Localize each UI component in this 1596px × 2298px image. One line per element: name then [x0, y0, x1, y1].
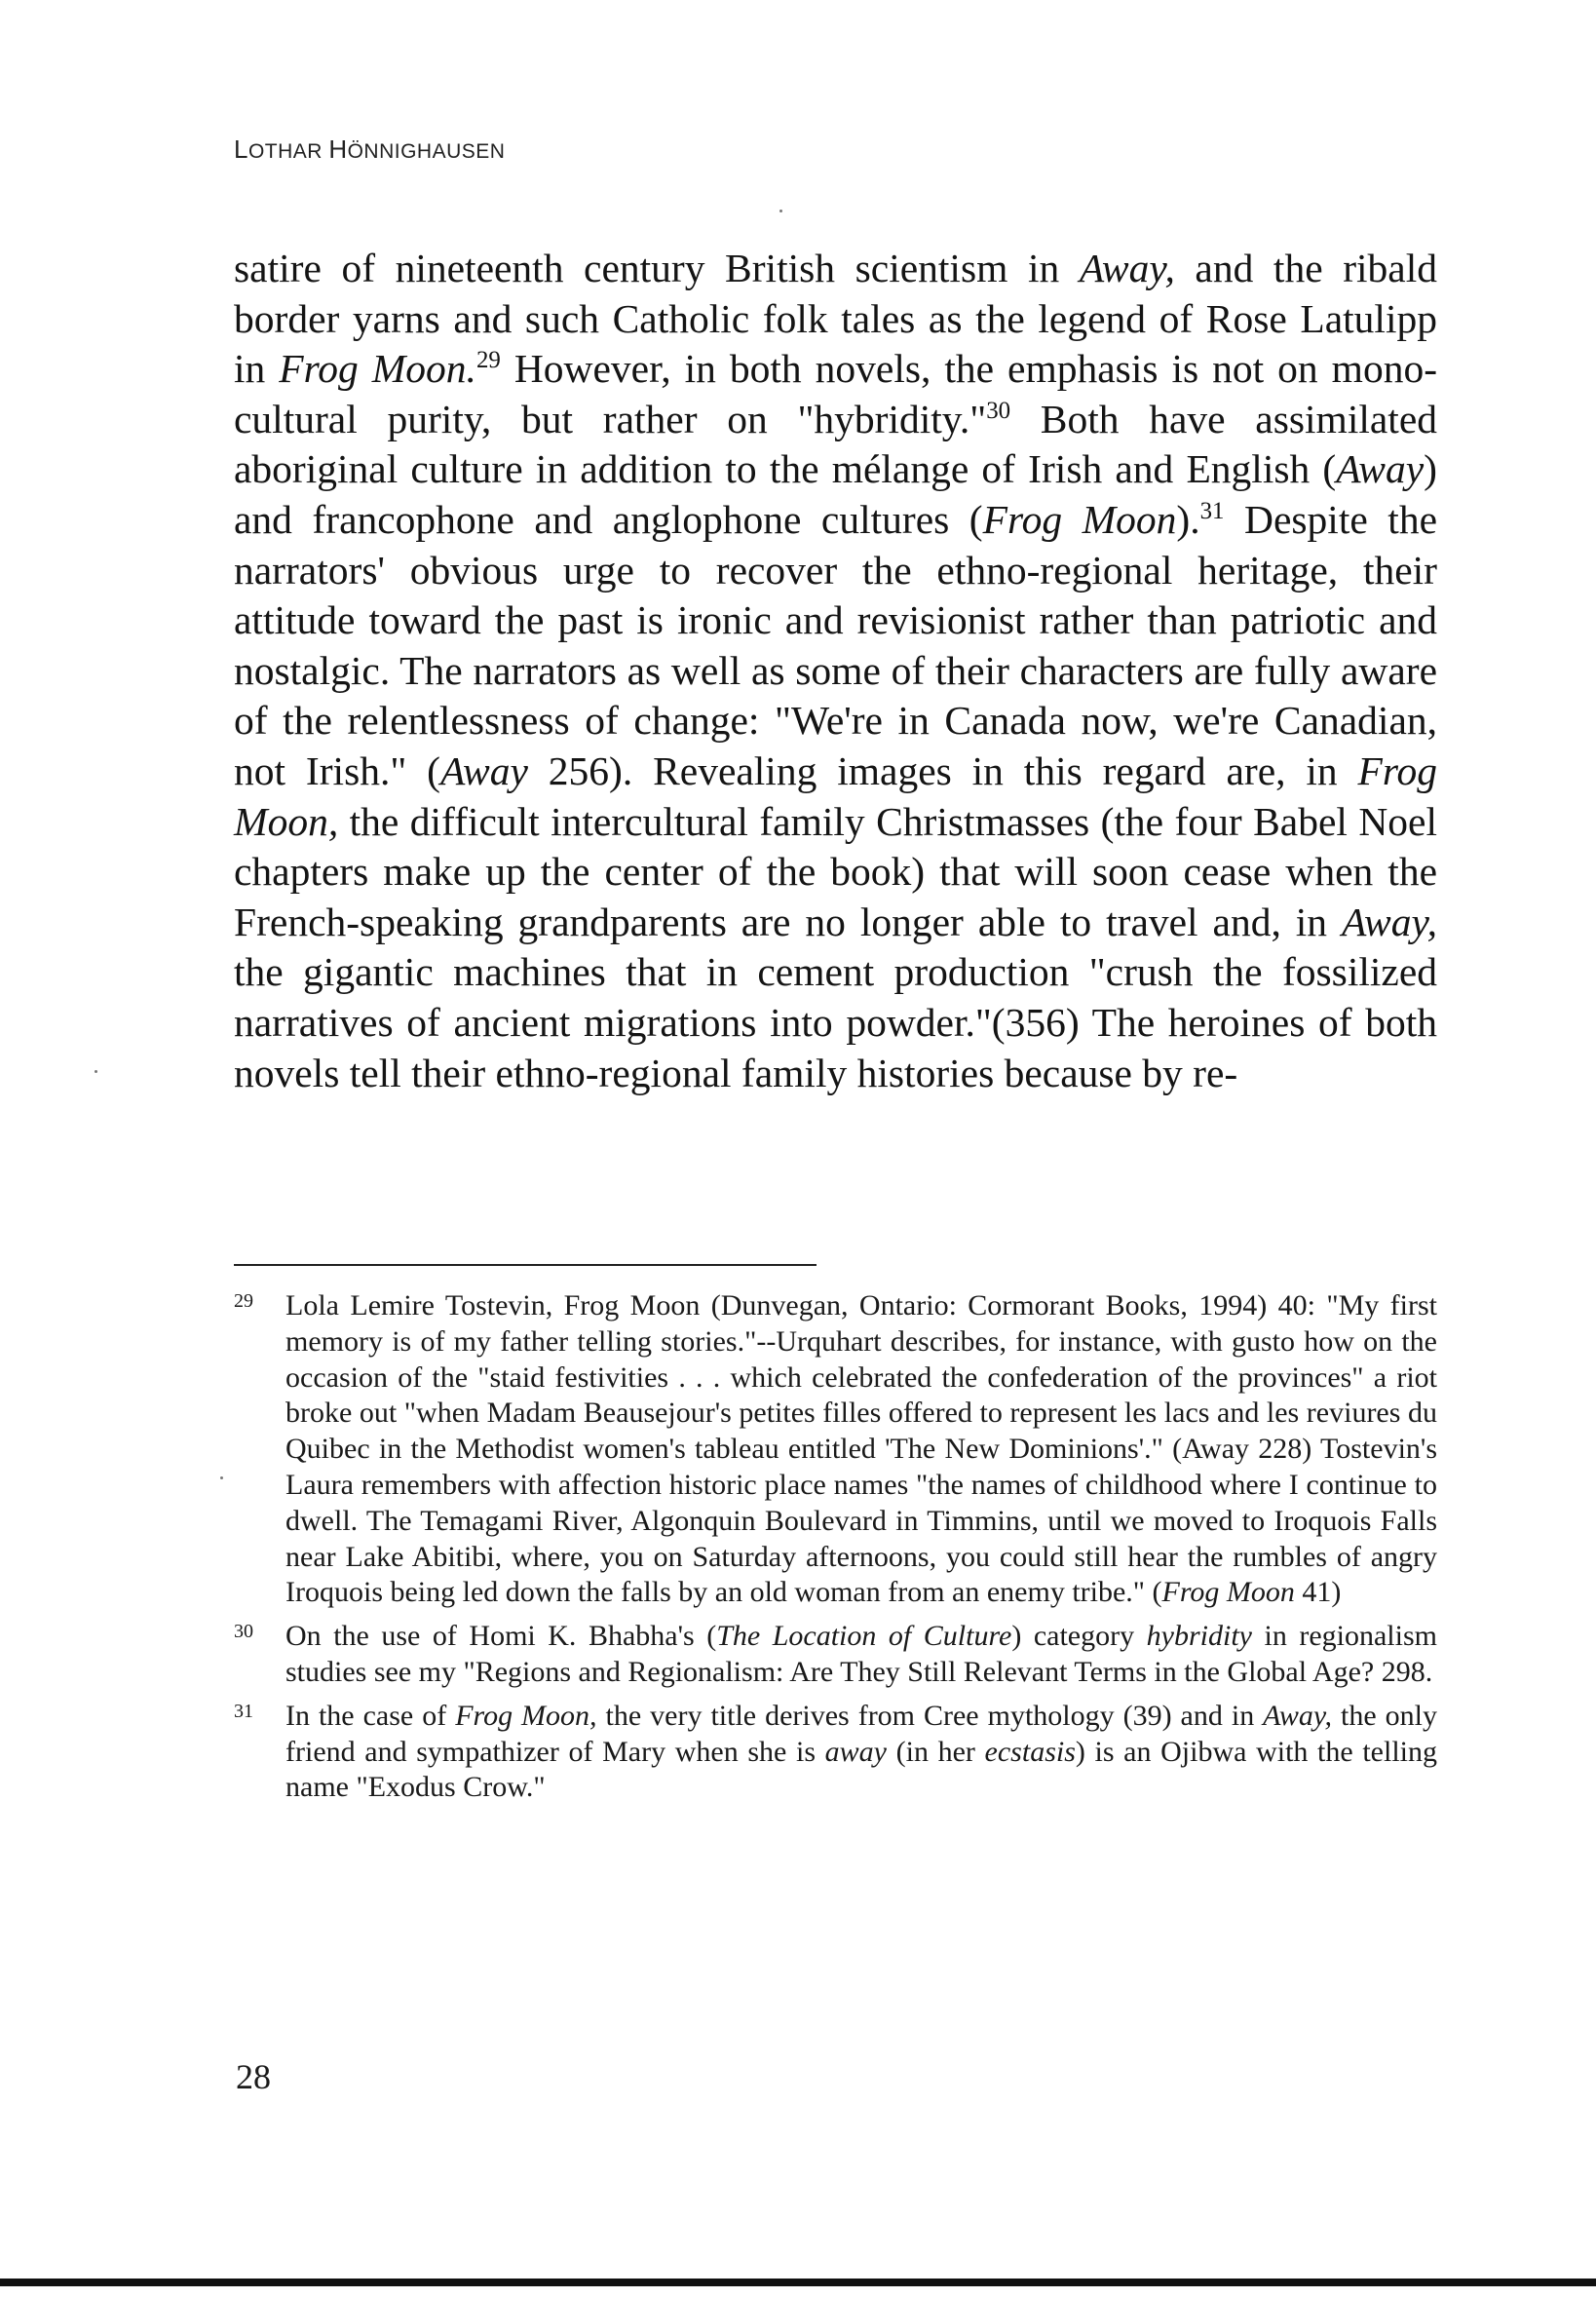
- footnotes: [234, 1288, 1437, 1814]
- text-run: ) and francophone and anglophone cultures (: [234, 446, 1437, 542]
- italic-text: hybridity: [1146, 1620, 1252, 1653]
- text-run: Lola Lemire Tostevin, Frog Moon (Dunvegan, Ontario: Cormorant Books, 1994) 40: "My first memory is of my father telling stories."--Urquhart describes, for instance, with gusto how on the occasion of the "staid festivities . . . which celebrated the confederation of the provinces" a riot broke out "when Madam Beausejour's petites filles offered to represent les lacs and les reviures du Quibec in the Methodist women's tableau entitled 'The New Dominions'." (Away 228) Tostevin's Laura remembers with affection historic place names "the names of childhood where I continue to dwell. The Temagami River, Algonquin Boulevard in Timmins, until we moved to Iroquois Falls near Lake Abitibi, where, you on Saturday afternoons, you could still hear the rumbles of angry Iroquois being led down the falls by an old woman from an enemy tribe." (: [285, 1289, 1437, 1609]
- text-run: On the use of Homi K. Bhabha's (: [285, 1620, 717, 1653]
- italic-text: Frog Moon,: [234, 747, 1437, 844]
- italic-text: The Location of Culture: [716, 1620, 1012, 1653]
- footnote: [234, 1699, 1437, 1806]
- text-run: 256). Revealing images in this regard are, in: [527, 747, 1358, 793]
- footnote-reference: 31: [1199, 498, 1225, 525]
- text-run: and the ribald border yarns and such Catholic folk tales as the legend of Rose Latulipp in: [234, 246, 1437, 392]
- scan-edge-bar: [0, 2279, 1596, 2286]
- running-head-initial: H: [328, 134, 348, 164]
- body-text: [234, 244, 1437, 1098]
- footnote-reference: 29: [475, 347, 501, 374]
- footnote: [234, 1288, 1437, 1611]
- scan-speck: [220, 1476, 223, 1479]
- running-head: [234, 134, 505, 165]
- text-run: the difficult intercultural family Christmasses (the four Babel Noel chapters make up the center of the book) that will soon cease when the French-speaking grandparents are no longer able to travel and, in: [234, 798, 1437, 944]
- text-run: ) is an Ojibwa with the telling name "Exodus Crow.": [285, 1735, 1437, 1804]
- text-run: in regionalism studies see my "Regions and Regionalism: Are They Still Relevant Terms in the Global Age? 298.: [285, 1620, 1437, 1688]
- body-paragraph: [234, 244, 1437, 1098]
- running-head-first-name: OTHAR: [247, 140, 323, 163]
- footnote-text: [285, 1619, 1437, 1691]
- italic-text: ecstasis: [984, 1735, 1076, 1768]
- italic-text: Away,: [1079, 246, 1175, 290]
- text-run: Both have assimilated aboriginal culture in addition to the mélange of Irish and English (: [234, 396, 1437, 492]
- text-run: 41): [1294, 1576, 1342, 1609]
- italic-text: away: [824, 1735, 887, 1768]
- footnote: [234, 1619, 1437, 1691]
- text-run: ).: [1176, 496, 1200, 542]
- scan-speck: [95, 1070, 97, 1073]
- text-run: the very title derives from Cree mythology (39) and in: [596, 1699, 1264, 1732]
- running-head-last-name: ÖNNIGHAUSEN: [347, 140, 506, 163]
- footnote-text: [285, 1288, 1437, 1611]
- scan-speck: [779, 210, 782, 212]
- italic-text: Frog Moon: [1161, 1576, 1295, 1609]
- text-run: Despite the narrators' obvious urge to recover the ethno-regional heritage, their attitude toward the past is ironic and revisionist rather than patriotic and nostalgic. The narrators as well as some of their characters are fully aware of the relentlessness of change: "We're in Canada now, we're Canadian, not Irish." (: [234, 496, 1437, 793]
- footnote-divider: [234, 1264, 817, 1266]
- text-run: However, in both novels, the emphasis is not on mono-cultural purity, but rather on "hybridity.": [234, 346, 1438, 441]
- italic-text: Frog Moon.: [279, 346, 476, 392]
- italic-text: Away,: [1263, 1699, 1333, 1732]
- italic-text: Away,: [1342, 899, 1437, 944]
- italic-text: Frog Moon,: [455, 1699, 597, 1732]
- footnote-number: 31: [234, 1700, 253, 1722]
- text-run: satire of nineteenth century British scientism in: [234, 246, 1080, 290]
- running-head-initial: L: [234, 134, 248, 164]
- text-run: In the case of: [285, 1699, 456, 1732]
- footnote-reference: 30: [986, 397, 1011, 424]
- text-run: (in her: [886, 1735, 985, 1768]
- text-run: the only friend and sympathizer of Mary when she is: [285, 1699, 1437, 1768]
- text-run: the gigantic machines that in cement production "crush the fossilized narratives of ancient migrations into powder."(356) The heroines of both novels tell their ethno-regional family histories because by re-: [234, 949, 1437, 1095]
- footnote-number: 30: [234, 1621, 253, 1643]
- italic-text: Frog Moon: [982, 496, 1177, 542]
- footnote-number: 29: [234, 1290, 253, 1312]
- italic-text: Away: [439, 747, 528, 793]
- page-number: 28: [236, 2057, 271, 2096]
- text-run: ) category: [1011, 1620, 1147, 1653]
- italic-text: Away: [1336, 446, 1425, 492]
- footnote-text: [285, 1699, 1437, 1806]
